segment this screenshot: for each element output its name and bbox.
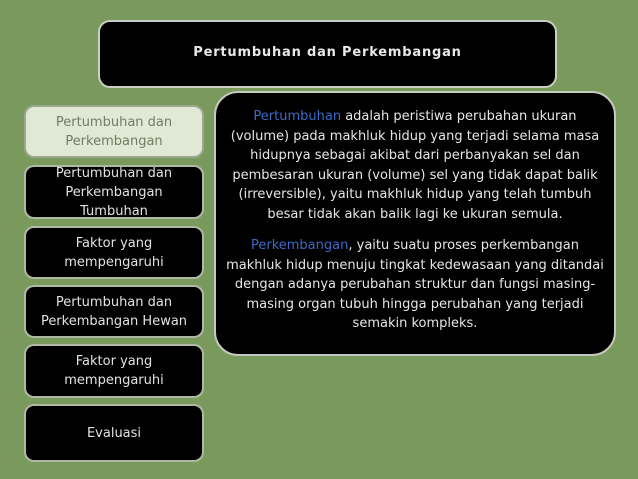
development-definition: , yaitu suatu proses perkembangan makhluk hidup menuju tingkat kedewasaan yang ditandai dengan adanya perubahan struktur dan fungsi masing- masing organ tubuh hingga perubahan yang terjadi semakin kompleks.: [226, 238, 604, 331]
nav-label-line: Pertumbuhan dan: [55, 114, 173, 130]
growth-paragraph: [226, 107, 604, 224]
nav-label-line: mempengaruhi: [64, 373, 164, 388]
growth-term-link[interactable]: Pertumbuhan: [253, 109, 342, 124]
growth-definition: adalah peristiwa perubahan ukuran (volume) pada makhluk hidup yang terjadi selama masa hidupnya sebagai akibat dari perbanyakan sel dan pembesaran ukuran (volume) sel yang tidak dapat balik (irreversible), yaitu makhluk hidup yang telah tumbuh besar tidak akan balik lagi ke ukuran semula.: [230, 109, 600, 222]
nav-label-line: Perkembangan: [65, 184, 163, 200]
nav-label-line: mempengaruhi: [64, 254, 164, 270]
nav-faktor-tumbuhan[interactable]: [24, 226, 204, 279]
title-banner: [98, 20, 557, 88]
nav-label-line: Faktor yang: [75, 235, 153, 251]
nav-label-line: Evaluasi: [86, 425, 142, 441]
nav-label-line: Tumbuhan: [80, 203, 148, 219]
nav-label-line: Faktor yang: [75, 354, 153, 369]
nav-faktor-hewan[interactable]: [24, 344, 204, 398]
page-title: Pertumbuhan dan Perkembangan: [193, 44, 462, 60]
nav-label-line: Perkembangan Hewan: [40, 313, 188, 329]
nav-label-line: Pertumbuhan dan: [55, 294, 173, 310]
nav-pertumbuhan-perkembangan[interactable]: [24, 105, 204, 158]
nav-tumbuhan[interactable]: [24, 165, 204, 219]
nav-label-line: Pertumbuhan dan: [55, 165, 173, 181]
development-paragraph: [226, 236, 604, 334]
nav-hewan[interactable]: [24, 285, 204, 338]
content-panel: [214, 91, 616, 356]
nav-evaluasi[interactable]: [24, 404, 204, 462]
development-term-link[interactable]: Perkembangan: [250, 238, 349, 253]
nav-label-line: Perkembangan: [65, 133, 163, 149]
